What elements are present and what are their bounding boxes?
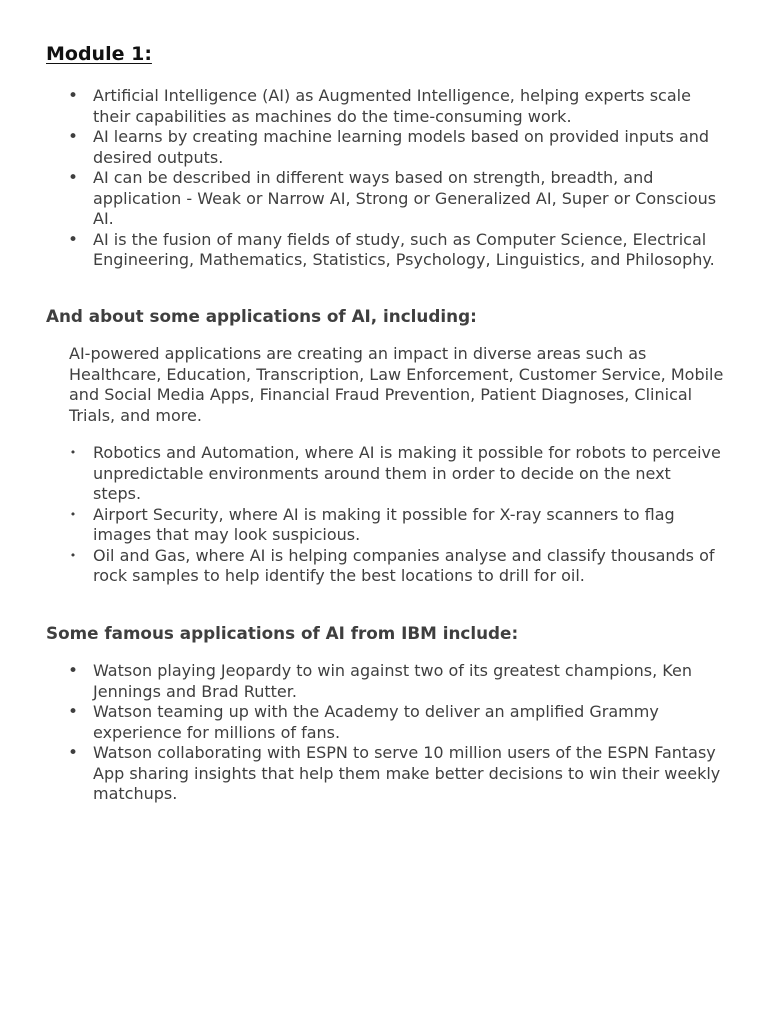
list-item-text: Robotics and Automation, where AI is making it possible for robots to perceive unpredictable environments around them in order to decide on the next steps.: [93, 443, 721, 503]
list-item: [0, 127, 768, 168]
bullet-icon: •: [68, 661, 79, 681]
bullet-icon: •: [68, 86, 79, 106]
intro-bullet-list: [0, 86, 768, 271]
list-item: [0, 661, 768, 702]
bullet-icon: •: [68, 229, 79, 250]
list-item-text: AI is the fusion of many fields of study, such as Computer Science, Electrical Engineering, Mathematics, Statistics, Psychology, Linguistics, and Philosophy.: [93, 229, 715, 269]
module-title: Module 1:: [46, 43, 152, 65]
bullet-icon: •: [68, 743, 79, 763]
bullet-icon: •: [69, 446, 77, 459]
list-item-text: AI can be described in different ways based on strength, breadth, and application - Weak or Narrow AI, Strong or Generalized AI, Super or Conscious AI.: [93, 168, 717, 228]
list-item-text: Watson playing Jeopardy to win against two of its greatest champions, Ken Jennings and Brad Rutter.: [93, 661, 692, 701]
bullet-icon: •: [68, 127, 79, 147]
bullet-icon: •: [69, 548, 77, 562]
applications-paragraph: AI-powered applications are creating an impact in diverse areas such as Healthcare, Education, Transcription, Law Enforcement, Customer Service, Mobile and Social Media Apps, Financial Fraud Prevention, Patient Diagnoses, Clinical Trials, and more.: [69, 344, 724, 425]
ibm-applications-heading: Some famous applications of AI from IBM include:: [46, 623, 519, 643]
list-item-text: Watson teaming up with the Academy to deliver an amplified Grammy experience for millions of fans.: [93, 702, 659, 742]
list-item: [0, 546, 768, 587]
bullet-icon: •: [69, 507, 77, 521]
list-item: [0, 168, 768, 230]
list-item-text: Airport Security, where AI is making it possible for X-ray scanners to flag images that may look suspicious.: [93, 504, 675, 544]
list-item: [0, 86, 768, 127]
applications-heading: And about some applications of AI, including:: [46, 306, 477, 326]
list-item: [0, 230, 768, 271]
list-item: [0, 505, 768, 546]
list-item: [0, 702, 768, 743]
list-item-text: AI learns by creating machine learning models based on provided inputs and desired outputs.: [93, 127, 710, 167]
bullet-icon: •: [68, 702, 79, 722]
list-item-text: Artificial Intelligence (AI) as Augmented Intelligence, helping experts scale their capabilities as machines do the time-consuming work.: [93, 86, 691, 126]
list-item: [0, 743, 768, 805]
bullet-icon: •: [68, 168, 79, 188]
list-item-text: Watson collaborating with ESPN to serve 10 million users of the ESPN Fantasy App sharing insights that help them make better decisions to win their weekly matchups.: [93, 743, 721, 803]
list-item: [0, 443, 768, 505]
list-item-text: Oil and Gas, where AI is helping companies analyse and classify thousands of rock samples to help identify the best locations to drill for oil.: [93, 545, 715, 585]
ibm-bullet-list: [0, 661, 768, 805]
applications-bullet-list: [0, 443, 768, 587]
